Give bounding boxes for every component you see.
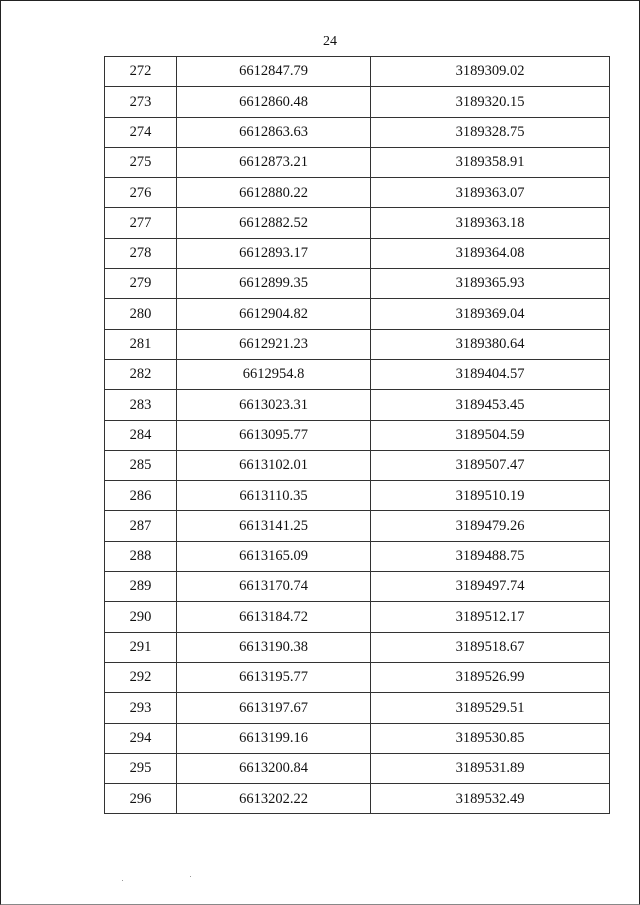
- y-coordinate-cell: 3189380.64: [371, 329, 610, 359]
- y-coordinate-cell: 3189364.08: [371, 238, 610, 268]
- coordinates-table-body: [105, 57, 610, 814]
- scan-speck: [190, 876, 191, 877]
- point-number-cell: 290: [105, 602, 177, 632]
- point-number-cell: 291: [105, 632, 177, 662]
- y-coordinate-cell: 3189320.15: [371, 87, 610, 117]
- table-row: [105, 511, 610, 541]
- table-row: [105, 390, 610, 420]
- point-number-cell: 289: [105, 572, 177, 602]
- x-coordinate-cell: 6613102.01: [177, 450, 371, 480]
- table-row: [105, 723, 610, 753]
- y-coordinate-cell: 3189363.18: [371, 208, 610, 238]
- y-coordinate-cell: 3189518.67: [371, 632, 610, 662]
- x-coordinate-cell: 6612899.35: [177, 269, 371, 299]
- x-coordinate-cell: 6612863.63: [177, 117, 371, 147]
- y-coordinate-cell: 3189309.02: [371, 57, 610, 87]
- table-row: [105, 632, 610, 662]
- x-coordinate-cell: 6612893.17: [177, 238, 371, 268]
- x-coordinate-cell: 6613190.38: [177, 632, 371, 662]
- point-number-cell: 296: [105, 784, 177, 814]
- table-row: [105, 662, 610, 692]
- table-row: [105, 178, 610, 208]
- y-coordinate-cell: 3189504.59: [371, 420, 610, 450]
- y-coordinate-cell: 3189497.74: [371, 572, 610, 602]
- x-coordinate-cell: 6612921.23: [177, 329, 371, 359]
- y-coordinate-cell: 3189363.07: [371, 178, 610, 208]
- table-row: [105, 450, 610, 480]
- x-coordinate-cell: 6613195.77: [177, 662, 371, 692]
- table-row: [105, 359, 610, 389]
- point-number-cell: 287: [105, 511, 177, 541]
- table-row: [105, 693, 610, 723]
- x-coordinate-cell: 6613095.77: [177, 420, 371, 450]
- point-number-cell: 279: [105, 269, 177, 299]
- table-row: [105, 481, 610, 511]
- point-number-cell: 282: [105, 359, 177, 389]
- x-coordinate-cell: 6613170.74: [177, 572, 371, 602]
- y-coordinate-cell: 3189328.75: [371, 117, 610, 147]
- y-coordinate-cell: 3189404.57: [371, 359, 610, 389]
- table-row: [105, 147, 610, 177]
- point-number-cell: 293: [105, 693, 177, 723]
- table-row: [105, 541, 610, 571]
- y-coordinate-cell: 3189510.19: [371, 481, 610, 511]
- point-number-cell: 292: [105, 662, 177, 692]
- scan-speck: [122, 880, 123, 881]
- point-number-cell: 274: [105, 117, 177, 147]
- table-row: [105, 420, 610, 450]
- x-coordinate-cell: 6613202.22: [177, 784, 371, 814]
- y-coordinate-cell: 3189488.75: [371, 541, 610, 571]
- point-number-cell: 280: [105, 299, 177, 329]
- coordinates-table: [104, 56, 610, 814]
- point-number-cell: 272: [105, 57, 177, 87]
- page-number: 24: [323, 34, 337, 49]
- point-number-cell: 295: [105, 753, 177, 783]
- y-coordinate-cell: 3189479.26: [371, 511, 610, 541]
- x-coordinate-cell: 6613199.16: [177, 723, 371, 753]
- x-coordinate-cell: 6613141.25: [177, 511, 371, 541]
- y-coordinate-cell: 3189369.04: [371, 299, 610, 329]
- y-coordinate-cell: 3189529.51: [371, 693, 610, 723]
- x-coordinate-cell: 6613200.84: [177, 753, 371, 783]
- x-coordinate-cell: 6612904.82: [177, 299, 371, 329]
- point-number-cell: 273: [105, 87, 177, 117]
- x-coordinate-cell: 6612860.48: [177, 87, 371, 117]
- x-coordinate-cell: 6612954.8: [177, 359, 371, 389]
- y-coordinate-cell: 3189526.99: [371, 662, 610, 692]
- y-coordinate-cell: 3189453.45: [371, 390, 610, 420]
- table-row: [105, 208, 610, 238]
- point-number-cell: 281: [105, 329, 177, 359]
- x-coordinate-cell: 6612880.22: [177, 178, 371, 208]
- table-row: [105, 753, 610, 783]
- y-coordinate-cell: 3189532.49: [371, 784, 610, 814]
- x-coordinate-cell: 6613110.35: [177, 481, 371, 511]
- table-row: [105, 329, 610, 359]
- point-number-cell: 286: [105, 481, 177, 511]
- point-number-cell: 283: [105, 390, 177, 420]
- y-coordinate-cell: 3189365.93: [371, 269, 610, 299]
- x-coordinate-cell: 6613184.72: [177, 602, 371, 632]
- x-coordinate-cell: 6612882.52: [177, 208, 371, 238]
- table-row: [105, 117, 610, 147]
- y-coordinate-cell: 3189358.91: [371, 147, 610, 177]
- table-row: [105, 87, 610, 117]
- x-coordinate-cell: 6613023.31: [177, 390, 371, 420]
- point-number-cell: 284: [105, 420, 177, 450]
- y-coordinate-cell: 3189512.17: [371, 602, 610, 632]
- x-coordinate-cell: 6612873.21: [177, 147, 371, 177]
- point-number-cell: 288: [105, 541, 177, 571]
- y-coordinate-cell: 3189507.47: [371, 450, 610, 480]
- table-row: [105, 299, 610, 329]
- table-row: [105, 238, 610, 268]
- table-row: [105, 572, 610, 602]
- x-coordinate-cell: 6613197.67: [177, 693, 371, 723]
- table-row: [105, 602, 610, 632]
- point-number-cell: 285: [105, 450, 177, 480]
- table-row: [105, 784, 610, 814]
- point-number-cell: 277: [105, 208, 177, 238]
- point-number-cell: 278: [105, 238, 177, 268]
- table-row: [105, 269, 610, 299]
- x-coordinate-cell: 6613165.09: [177, 541, 371, 571]
- y-coordinate-cell: 3189530.85: [371, 723, 610, 753]
- y-coordinate-cell: 3189531.89: [371, 753, 610, 783]
- point-number-cell: 294: [105, 723, 177, 753]
- point-number-cell: 276: [105, 178, 177, 208]
- table-row: [105, 57, 610, 87]
- point-number-cell: 275: [105, 147, 177, 177]
- x-coordinate-cell: 6612847.79: [177, 57, 371, 87]
